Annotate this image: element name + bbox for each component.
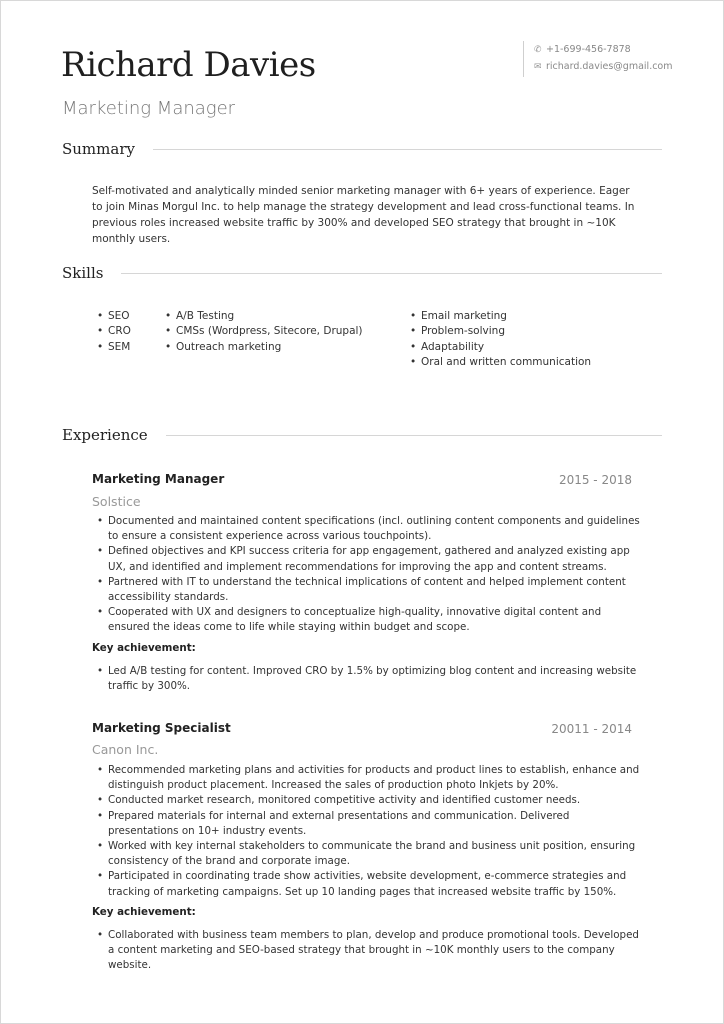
skill-item: • SEO	[97, 309, 131, 324]
skill-item: • SEM	[97, 340, 131, 355]
skill-item: • Problem-solving	[410, 324, 591, 339]
list-item: • Conducted market research, monitored competitive activity and identified customer needs.	[92, 793, 642, 808]
contact-block	[523, 41, 673, 77]
candidate-name: Richard Davies	[61, 45, 316, 85]
skill-item: • CMSs (Wordpress, Sitecore, Drupal)	[165, 324, 363, 339]
list-item: • Collaborated with business team members to plan, develop and produce promotional tools. Developed a content marketing and SEO-based strategy that brought in ~10K monthly users to the company website.	[92, 928, 642, 974]
job-achievements	[92, 928, 642, 974]
list-item: • Participated in coordinating trade show activities, website development, e-commerce strategies and tracking of marketing campaigns. Set up 10 landing pages that increased website traffic by 150%.	[92, 869, 642, 899]
summary-text: Self-motivated and analytically minded senior marketing manager with 6+ years of experience. Eager to join Minas Morgul Inc. to help manage the strategy development and lead cross-functional teams. In previous roles increased website traffic by 300% and developed SEO strategy that brought in ~10K monthly users.	[92, 185, 635, 245]
section-divider	[121, 273, 662, 274]
skill-item: • Oral and written communication	[410, 355, 591, 370]
email-row[interactable]	[534, 58, 673, 75]
job-title: Marketing Manager	[92, 472, 225, 486]
summary-heading-row	[62, 140, 662, 158]
skills-column-3	[410, 309, 591, 371]
list-item: • Documented and maintained content specifications (incl. outlining content components and guidelines to ensure a consistent experience across various touchpoints).	[92, 514, 642, 544]
section-divider	[166, 435, 662, 436]
list-item: • Worked with key internal stakeholders to communicate the brand and business unit position, ensuring consistency of the brand and corporate image.	[92, 839, 642, 869]
job-company: Canon Inc.	[92, 742, 159, 757]
experience-heading: Experience	[62, 426, 148, 444]
list-item: • Recommended marketing plans and activities for products and product lines to establish, enhance and distinguish product placement. Increased the sales of production photo Inkjets by 20%.	[92, 763, 642, 793]
job-dates: 20011 - 2014	[551, 722, 632, 736]
job-achievements	[92, 664, 642, 694]
list-item: • Led A/B testing for content. Improved CRO by 1.5% by optimizing blog content and increasing website traffic by 300%.	[92, 664, 642, 694]
skills-heading-row	[62, 264, 662, 282]
phone-number: +1-699-456-7878	[546, 44, 631, 55]
achievement-label: Key achievement:	[92, 906, 196, 918]
job-responsibilities	[92, 514, 642, 636]
skill-item: • Outreach marketing	[165, 340, 363, 355]
phone-row	[534, 41, 673, 58]
email-address[interactable]: richard.davies@gmail.com	[546, 61, 673, 72]
list-item: • Cooperated with UX and designers to conceptualize high-quality, innovative digital content and ensured the ideas come to life while staying within budget and scope.	[92, 605, 642, 635]
job-responsibilities	[92, 763, 642, 900]
section-divider	[153, 149, 662, 150]
summary-heading: Summary	[62, 140, 135, 158]
skills-heading: Skills	[62, 264, 104, 282]
skill-item: • A/B Testing	[165, 309, 363, 324]
skill-item: • CRO	[97, 324, 131, 339]
job-dates: 2015 - 2018	[558, 473, 632, 487]
list-item: • Prepared materials for internal and external presentations and communication. Delivered presentations on 10+ industry events.	[92, 809, 642, 839]
phone-icon: ✆	[534, 44, 542, 55]
achievement-label: Key achievement:	[92, 642, 196, 654]
envelope-icon: ✉	[534, 61, 542, 72]
skill-item: • Email marketing	[410, 309, 591, 324]
job-title: Marketing Specialist	[92, 721, 231, 735]
skill-item: • Adaptability	[410, 340, 591, 355]
skills-column-2	[165, 309, 363, 355]
job-company: Solstice	[92, 494, 141, 509]
skills-column-1	[97, 309, 131, 355]
list-item: • Partnered with IT to understand the technical implications of content and helped implement content accessibility standards.	[92, 575, 642, 605]
list-item: • Defined objectives and KPI success criteria for app engagement, gathered and analyzed existing app UX, and identified and implement recommendations for improving the app and content streams.	[92, 544, 642, 574]
candidate-title: Marketing Manager	[62, 98, 236, 119]
experience-heading-row	[62, 426, 662, 444]
